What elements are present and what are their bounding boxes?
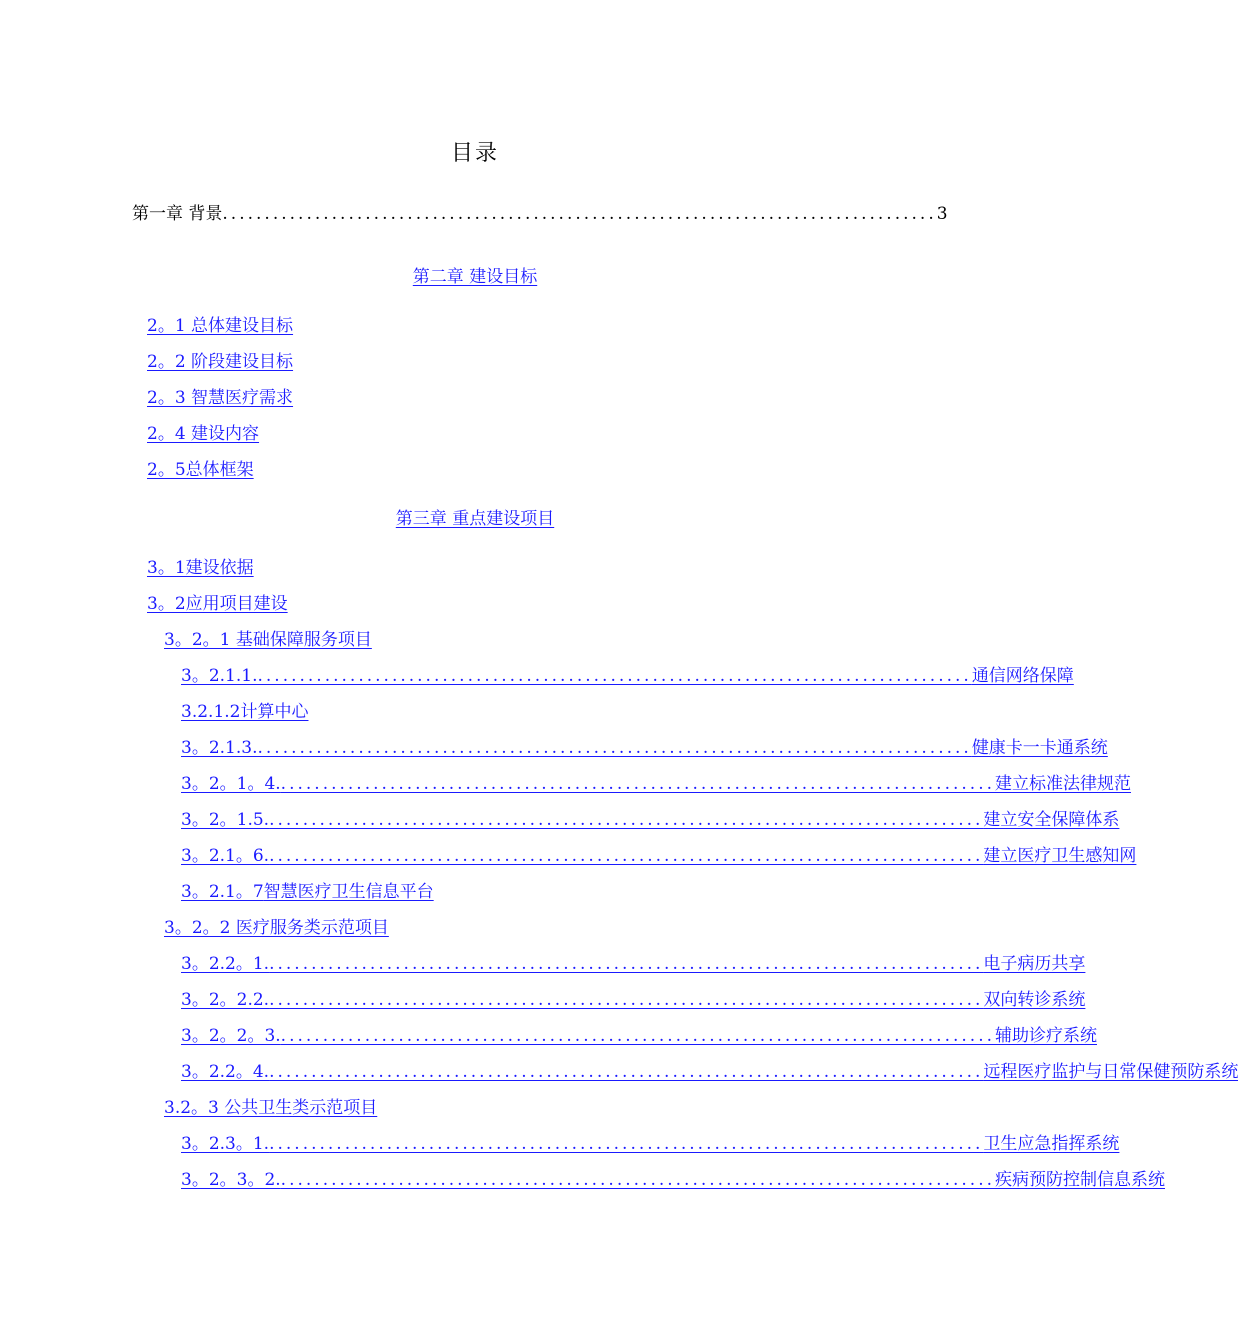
dot-leader: ..................................................................................... bbox=[222, 204, 937, 224]
toc-link-3-2-1-7[interactable] bbox=[181, 880, 434, 904]
toc-entry-text: 建立标准法律规范 bbox=[995, 774, 1131, 794]
toc-entry-chapter1[interactable] bbox=[132, 202, 948, 226]
dot-leader: ..................................................................................... bbox=[257, 666, 972, 686]
toc-page-number: 3 bbox=[936, 204, 948, 224]
toc-title: 目录 bbox=[450, 141, 499, 166]
toc-link-3-2-1-6[interactable] bbox=[181, 844, 1137, 868]
toc-link-3-2-1-5[interactable] bbox=[181, 808, 1120, 832]
dot-leader: ..................................................................................... bbox=[280, 1170, 995, 1190]
toc-entry-text: 建立医疗卫生感知网 bbox=[983, 846, 1137, 866]
dot-leader: ..................................................................................... bbox=[257, 738, 972, 758]
toc-entry-number: 3。2。2。3. bbox=[181, 1026, 281, 1046]
toc-entry-text: 智慧医疗卫生信息平台 bbox=[263, 882, 434, 902]
toc-link-3-2-1-3[interactable] bbox=[181, 736, 1108, 760]
toc-entry-text: 通信网络保障 bbox=[971, 666, 1074, 686]
toc-entry-text: 电子病历共享 bbox=[983, 954, 1086, 974]
toc-link-3-2-2-2[interactable] bbox=[181, 988, 1086, 1012]
toc-link-3-2-2[interactable]: 3。2。2 医疗服务类示范项目 bbox=[164, 918, 389, 938]
toc-link-2-4[interactable]: 2。4 建设内容 bbox=[147, 424, 260, 444]
toc-entry-number: 3。2.2。1. bbox=[181, 954, 270, 974]
toc-entry-text: 疾病预防控制信息系统 bbox=[995, 1170, 1165, 1190]
toc-entry-number: 3。2.2。4. bbox=[181, 1062, 270, 1082]
toc-entry-number: 3。2.3。1. bbox=[181, 1134, 270, 1154]
toc-link-2-2[interactable]: 2。2 阶段建设目标 bbox=[147, 352, 294, 372]
dot-leader: ..................................................................................... bbox=[269, 954, 984, 974]
toc-entry-number: 3。2.1。6. bbox=[181, 846, 270, 866]
dot-leader: ..................................................................................... bbox=[269, 990, 984, 1010]
toc-link-3-2-2-1[interactable] bbox=[181, 952, 1086, 976]
toc-link-3-2-3[interactable]: 3.2。3 公共卫生类示范项目 bbox=[164, 1098, 378, 1118]
toc-entry-number: 3。2。1。4. bbox=[181, 774, 281, 794]
toc-link-3-2-1[interactable]: 3。2。1 基础保障服务项目 bbox=[164, 630, 372, 650]
toc-link-2-1[interactable]: 2。1 总体建设目标 bbox=[147, 316, 294, 336]
dot-leader: ..................................................................................... bbox=[269, 846, 984, 866]
toc-link-3-2-1-4[interactable] bbox=[181, 772, 1131, 796]
toc-link-3-2-1-1[interactable] bbox=[181, 664, 1074, 688]
toc-link-chapter3[interactable]: 第三章 重点建设项目 bbox=[395, 509, 555, 529]
toc-entry-number: 3.2.1.2 bbox=[181, 702, 241, 722]
toc-link-2-3[interactable]: 2。3 智慧医疗需求 bbox=[147, 388, 294, 408]
dot-leader: ..................................................................................... bbox=[280, 774, 995, 794]
toc-link-3-2-3-2[interactable] bbox=[181, 1168, 1165, 1192]
toc-entry-text: 卫生应急指挥系统 bbox=[983, 1134, 1120, 1154]
toc-link-3-1[interactable]: 3。1建设依据 bbox=[147, 558, 254, 578]
dot-leader: ..................................................................................... bbox=[269, 1134, 984, 1154]
toc-entry-number: 3。2.1。7 bbox=[181, 882, 264, 902]
toc-entry-text: 远程医疗监护与日常保健预防系统 bbox=[983, 1062, 1238, 1082]
toc-entry-number: 3。2。2.2. bbox=[181, 990, 270, 1010]
toc-link-2-5[interactable]: 2。5总体框架 bbox=[147, 460, 254, 480]
toc-link-3-2-3-1[interactable] bbox=[181, 1132, 1120, 1156]
toc-entry-text: 双向转诊系统 bbox=[983, 990, 1086, 1010]
toc-entry-text: 健康卡一卡通系统 bbox=[971, 738, 1108, 758]
dot-leader: ..................................................................................... bbox=[269, 810, 984, 830]
toc-link-3-2[interactable]: 3。2应用项目建设 bbox=[147, 594, 288, 614]
toc-entry-number: 3。2.1.3. bbox=[181, 738, 258, 758]
dot-leader: ..................................................................................... bbox=[280, 1026, 995, 1046]
toc-entry-text: 辅助诊疗系统 bbox=[995, 1026, 1097, 1046]
toc-link-chapter2[interactable]: 第二章 建设目标 bbox=[412, 267, 538, 287]
toc-link-3-2-2-3[interactable] bbox=[181, 1024, 1097, 1048]
toc-entry-label: 第一章 背景 bbox=[132, 204, 223, 224]
toc-entry-text: 计算中心 bbox=[240, 702, 309, 722]
dot-leader: ..................................................................................... bbox=[269, 1062, 984, 1082]
toc-entry-number: 3。2。1.5. bbox=[181, 810, 270, 830]
toc-entry-number: 3。2.1.1. bbox=[181, 666, 258, 686]
toc-link-3-2-2-4[interactable] bbox=[181, 1060, 1238, 1084]
toc-entry-number: 3。2。3。2. bbox=[181, 1170, 281, 1190]
toc-link-3-2-1-2[interactable] bbox=[181, 700, 308, 724]
toc-entry-text: 建立安全保障体系 bbox=[983, 810, 1120, 830]
